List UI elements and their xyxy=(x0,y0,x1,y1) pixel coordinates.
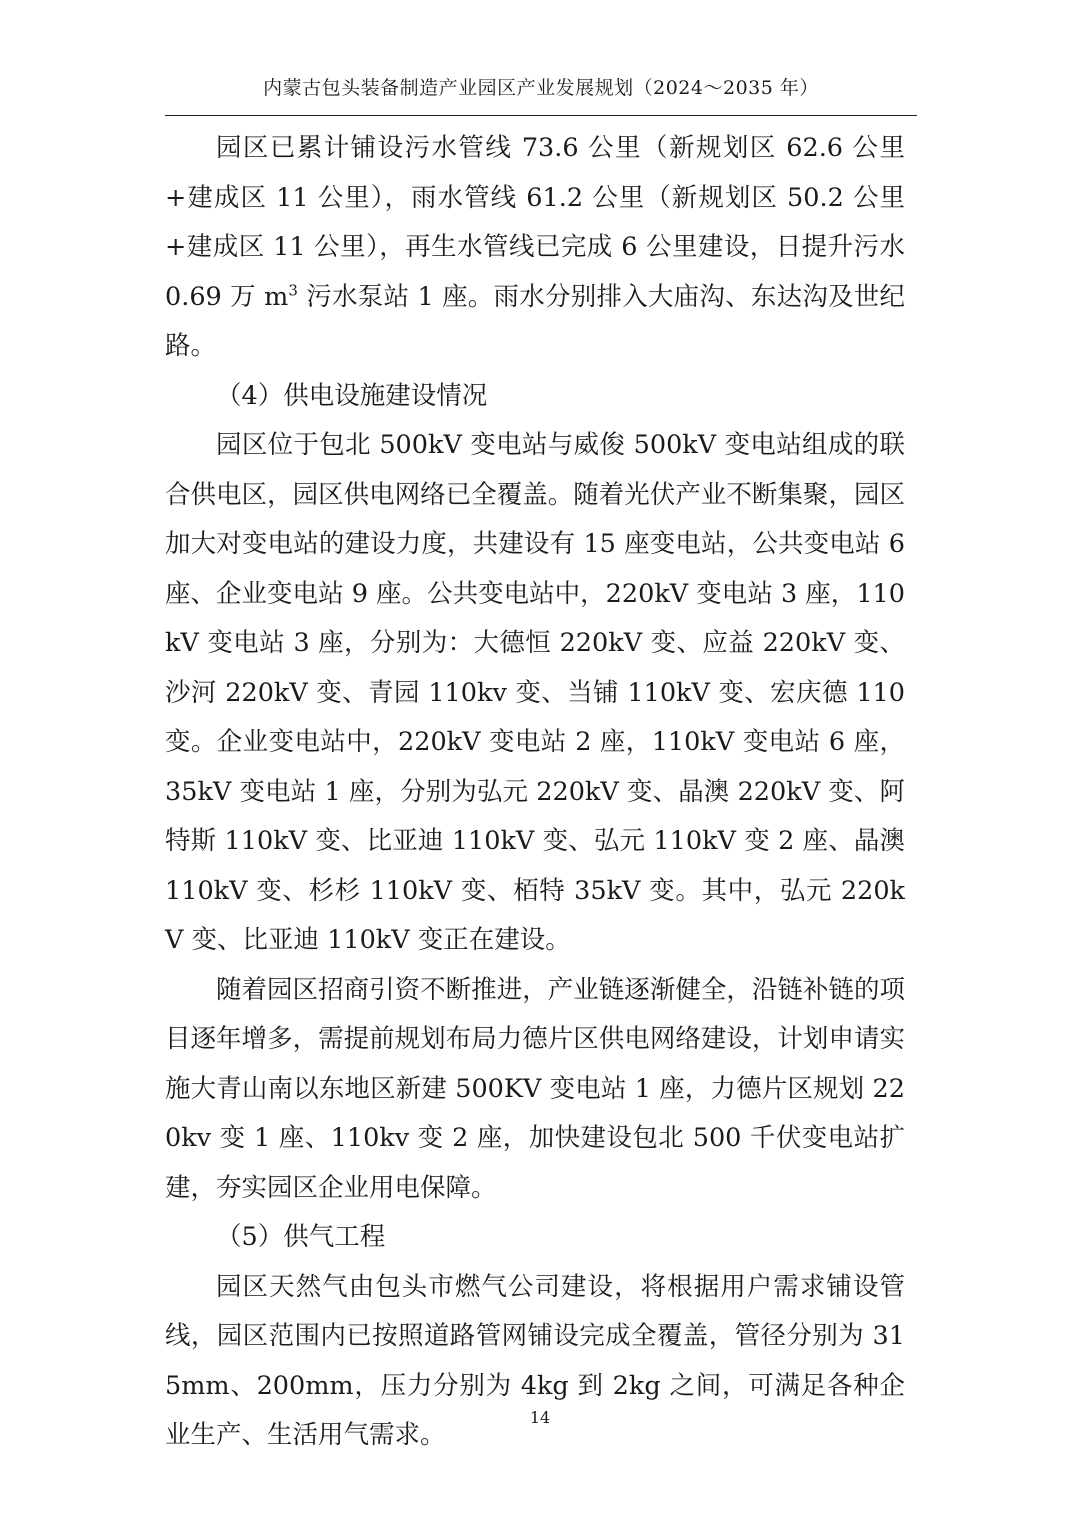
superscript-cubic: 3 xyxy=(288,281,298,299)
paragraph-power-planning: 随着园区招商引资不断推进，产业链逐渐健全，沿链补链的项目逐年增多，需提前规划布局力德片区供电网络建设，计划申请实施大青山南以东地区新建 500KV 变电站 1 座，力德片区规划 220kv 变 1 座、110kv 变 2 座，加快建设包北 500 千伏变电站扩建，夯实园区企业用电保障。 xyxy=(165,974,905,1203)
paragraph-sewage-text-b: 污水泵站 1 座。雨水分别排入大庙沟、东达沟及世纪路。 xyxy=(165,281,906,361)
header-divider xyxy=(165,115,917,116)
paragraph-gas-supply: 园区天然气由包头市燃气公司建设，将根据用户需求铺设管线，园区范围内已按照道路管网铺设完成全覆盖，管径分别为 315mm、200mm，压力分别为 4kg 到 2kg 之间，可满足各种企业生产、生活用气需求。 xyxy=(165,1271,905,1450)
paragraph-sewage-pipelines xyxy=(165,124,905,372)
paragraph-sewage-text-a: 园区已累计铺设污水管线 73.6 公里（新规划区 62.6 公里+建成区 11 公里），雨水管线 61.2 公里（新规划区 50.2 公里+建成区 11 公里），再生水管线已完成 6 公里建设，日提升污水 0.69 万 m xyxy=(165,133,905,312)
section-heading-power-supply: （4）供电设施建设情况 xyxy=(216,380,488,411)
document-body xyxy=(165,124,905,1461)
paragraph-power-substations: 园区位于包北 500kV 变电站与威俊 500kV 变电站组成的联合供电区，园区供电网络已全覆盖。随着光伏产业不断集聚，园区加大对变电站的建设力度，共建设有 15 座变电站，公共变电站 6 座、企业变电站 9 座。公共变电站中，220kV 变电站 3 座，110kV 变电站 3 座，分别为：大德恒 220kV 变、应益 220kV 变、沙河 220kV 变、青园 110kv 变、当铺 110kV 变、宏庆德 110 变。企业变电站中，220kV 变电站 2 座，110kV 变电站 6 座，35kV 变电站 1 座，分别为弘元 220kV 变、晶澳 220kV 变、阿特斯 110kV 变、比亚迪 110kV 变、弘元 110kV 变 2 座、晶澳 110kV 变、杉杉 110kV 变、栢特 35kV 变。其中，弘元 220kV 变、比亚迪 110kV 变正在建设。 xyxy=(165,430,905,955)
page-number: 14 xyxy=(529,1408,551,1427)
section-heading-gas-supply: （5）供气工程 xyxy=(216,1222,386,1252)
page-header-title: 内蒙古包头装备制造产业园区产业发展规划（2024～2035 年） xyxy=(263,77,819,99)
